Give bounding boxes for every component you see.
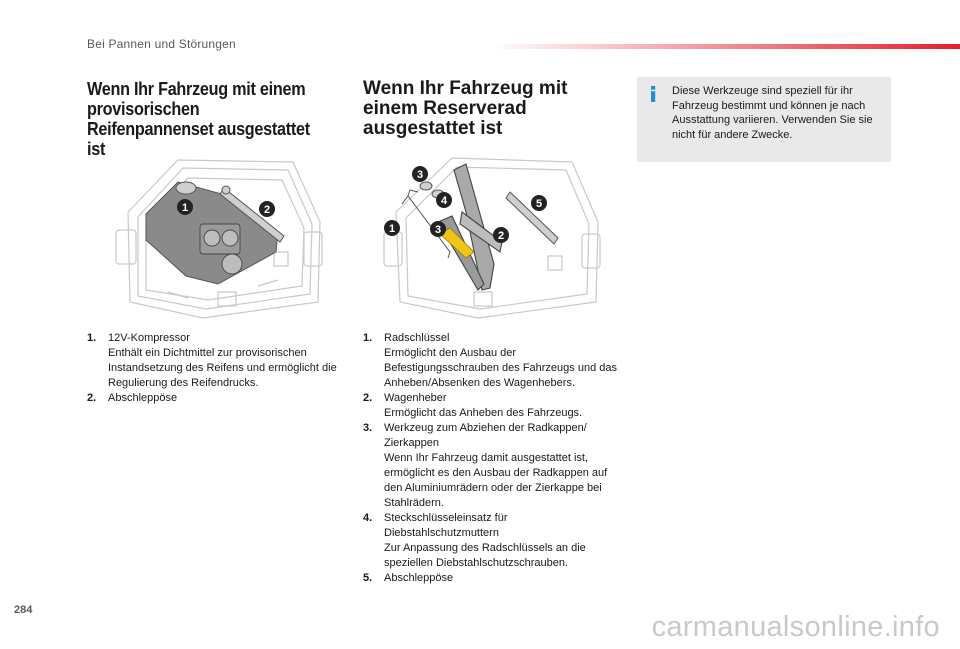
item-name: Werkzeug zum Abziehen der Radkappen/ Zierkappen xyxy=(384,422,587,449)
callout-3-top-marker xyxy=(412,166,428,182)
callout-4-label: 4 xyxy=(440,195,448,207)
callout-5-marker xyxy=(531,195,547,211)
list-item xyxy=(87,331,349,391)
item-name: Abschleppöse xyxy=(108,392,178,404)
callout-3-top-label: 3 xyxy=(416,169,424,181)
item-name: Wagenheber xyxy=(384,392,447,404)
callout-4-marker xyxy=(436,192,452,208)
spare-wheel-item-list xyxy=(363,331,621,586)
list-item xyxy=(363,391,621,421)
item-number: 2. xyxy=(87,392,97,404)
repair-kit-item-list xyxy=(87,331,349,406)
callout-2-label: 2 xyxy=(497,230,505,242)
list-item xyxy=(87,391,349,406)
item-name: 12V-Kompressor xyxy=(108,332,190,344)
item-description: Ermöglicht den Ausbau der Befestigungsschrauben des Fahrzeugs und das Anheben/Absenken des Wagenhebers. xyxy=(384,347,617,389)
list-item xyxy=(363,511,621,571)
header-accent-line xyxy=(490,44,960,49)
item-number: 2. xyxy=(363,392,373,404)
middle-column-title: Wenn Ihr Fahrzeug mit einem Reserverad ausgestattet ist xyxy=(363,78,568,139)
page-number: 284 xyxy=(14,604,33,616)
callout-1-marker xyxy=(384,220,400,236)
list-item xyxy=(363,331,621,391)
callout-2-marker xyxy=(259,201,275,217)
section-header: Bei Pannen und Störungen xyxy=(87,37,236,51)
watermark: carmanualsonline.info xyxy=(651,611,940,643)
list-item xyxy=(363,571,621,586)
item-number: 4. xyxy=(363,512,373,524)
callout-1-marker xyxy=(177,199,193,215)
item-name: Radschlüssel xyxy=(384,332,450,344)
repair-kit-illustration xyxy=(108,152,323,320)
spare-wheel-tools-illustration xyxy=(382,152,602,320)
callout-2-marker xyxy=(493,227,509,243)
info-icon xyxy=(647,86,659,102)
info-text: Diese Werkzeuge sind speziell für ihr Fahrzeug bestimmt und können je nach Ausstattung variieren. Verwenden Sie sie nicht für andere Zwecke. xyxy=(672,85,873,141)
item-description: Zur Anpassung des Radschlüssels an die speziellen Diebstahlschutzschrauben. xyxy=(384,542,586,569)
item-description: Enthält ein Dichtmittel zur provisorischen Instandsetzung des Reifens und ermöglicht die Regulierung des Reifendrucks. xyxy=(108,347,337,389)
item-description: Ermöglicht das Anheben des Fahrzeugs. xyxy=(384,407,583,419)
item-description: Wenn Ihr Fahrzeug damit ausgestattet ist, ermöglicht es den Ausbau der Radkappen auf den Aluminiumrädern oder der Zierkappe bei Stahlrädern. xyxy=(384,452,608,509)
callout-1-label: 1 xyxy=(181,202,189,214)
item-name: Steckschlüsseleinsatz für Diebstahlschutzmuttern xyxy=(384,512,508,539)
list-item xyxy=(363,421,621,511)
callout-3-label: 3 xyxy=(434,224,442,236)
left-column-title: Wenn Ihr Fahrzeug mit einem provisorischen Reifenpannenset ausgestattet ist xyxy=(87,79,310,159)
callout-3-marker xyxy=(430,221,446,237)
item-number: 1. xyxy=(87,332,97,344)
item-number: 1. xyxy=(363,332,373,344)
item-number: 3. xyxy=(363,422,373,434)
item-number: 5. xyxy=(363,572,373,584)
callout-2-label: 2 xyxy=(263,204,271,216)
item-name: Abschleppöse xyxy=(384,572,454,584)
callout-1-label: 1 xyxy=(388,223,396,235)
callout-5-label: 5 xyxy=(535,198,543,210)
